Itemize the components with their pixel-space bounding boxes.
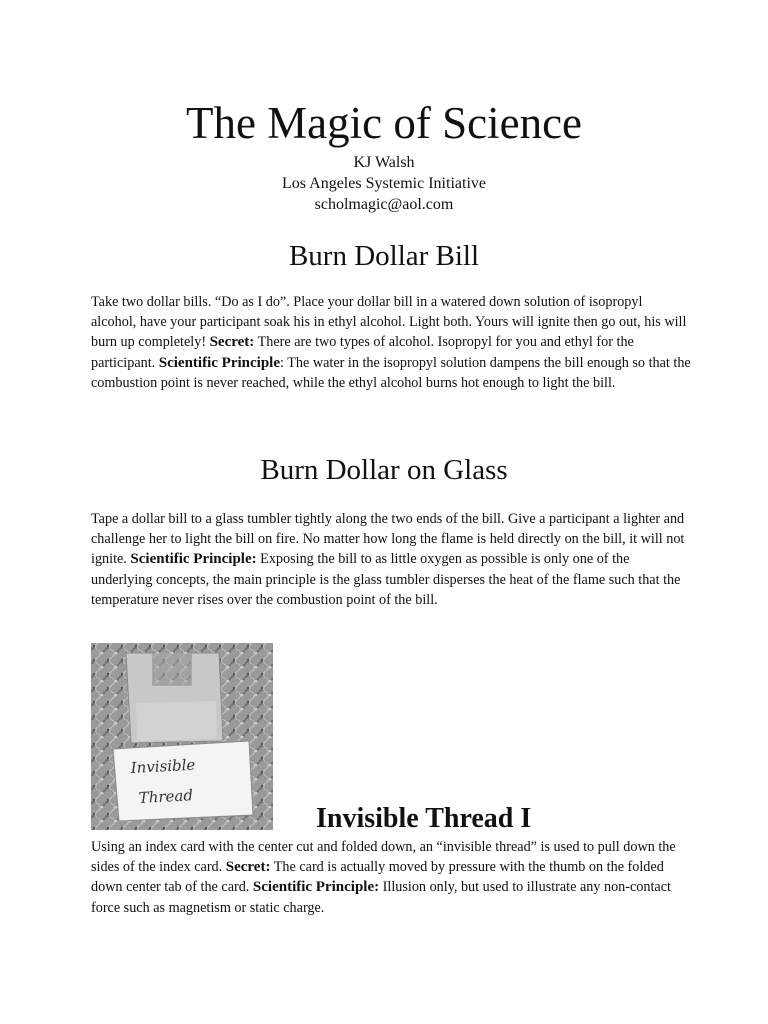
body-text: Take two dollar bills. “Do as I do”. Place your dollar bill in a watered down solution of isopropyl alcohol, have your participant soak his in ethyl alcohol. Light both. Yours will ignite then go out, his will burn up completely! — [91, 294, 687, 351]
scientific-principle-label: Scientific Principle — [158, 354, 280, 371]
body-text: There are two types of alcohol. Isopropyl for you and ethyl for the participant. — [91, 334, 634, 371]
author-name: KJ Walsh — [353, 154, 415, 171]
invisible-thread-photo — [91, 643, 273, 830]
photo-card-label-line2: Thread — [138, 786, 194, 807]
section-body-burn-dollar-bill — [91, 292, 691, 393]
body-text: Exposing the bill to as little oxygen as possible is only one of the underlying concepts, the main principle is the glass tumbler disperses the heat of the flame such that the temperature never rises over the combustion point of the bill. — [91, 551, 681, 608]
scientific-principle-label: Scientific Principle: — [252, 879, 380, 896]
body-text: Using an index card with the center cut and folded down, an “invisible thread” is used to pull down the sides of the index card. — [91, 839, 676, 876]
secret-label: Secret: — [209, 334, 255, 351]
section-heading-burn-dollar-on-glass: Burn Dollar on Glass — [260, 454, 508, 486]
section-body-invisible-thread — [91, 837, 691, 918]
section-heading-burn-dollar-bill: Burn Dollar Bill — [288, 240, 480, 272]
section-heading-invisible-thread: Invisible Thread I — [316, 803, 532, 834]
scientific-principle-label: Scientific Principle: — [130, 551, 257, 568]
organization-name: Los Angeles Systemic Initiative — [282, 175, 486, 192]
photo-card-label-line1: Invisible — [130, 755, 196, 777]
author-email: scholmagic@aol.com — [314, 196, 454, 213]
secret-label: Secret: — [225, 859, 271, 876]
byline — [0, 152, 768, 215]
body-text: Tape a dollar bill to a glass tumbler tightly along the two ends of the bill. Give a participant a lighter and challenge her to light the bill on fire. No matter how long the flame is held directly on the bill, it will not ignite. — [91, 511, 685, 568]
section-body-burn-dollar-on-glass — [91, 509, 691, 610]
body-text: The card is actually moved by pressure with the thumb on the folded down center tab of the card. — [91, 859, 664, 896]
body-text: : The water in the isopropyl solution dampens the bill enough so that the combustion point is never reached, while the ethyl alcohol burns hot enough to light the bill. — [91, 354, 691, 391]
page-title: The Magic of Science — [185, 98, 583, 148]
body-text: Illusion only, but used to illustrate any non-contact force such as magnetism or static charge. — [91, 879, 671, 916]
